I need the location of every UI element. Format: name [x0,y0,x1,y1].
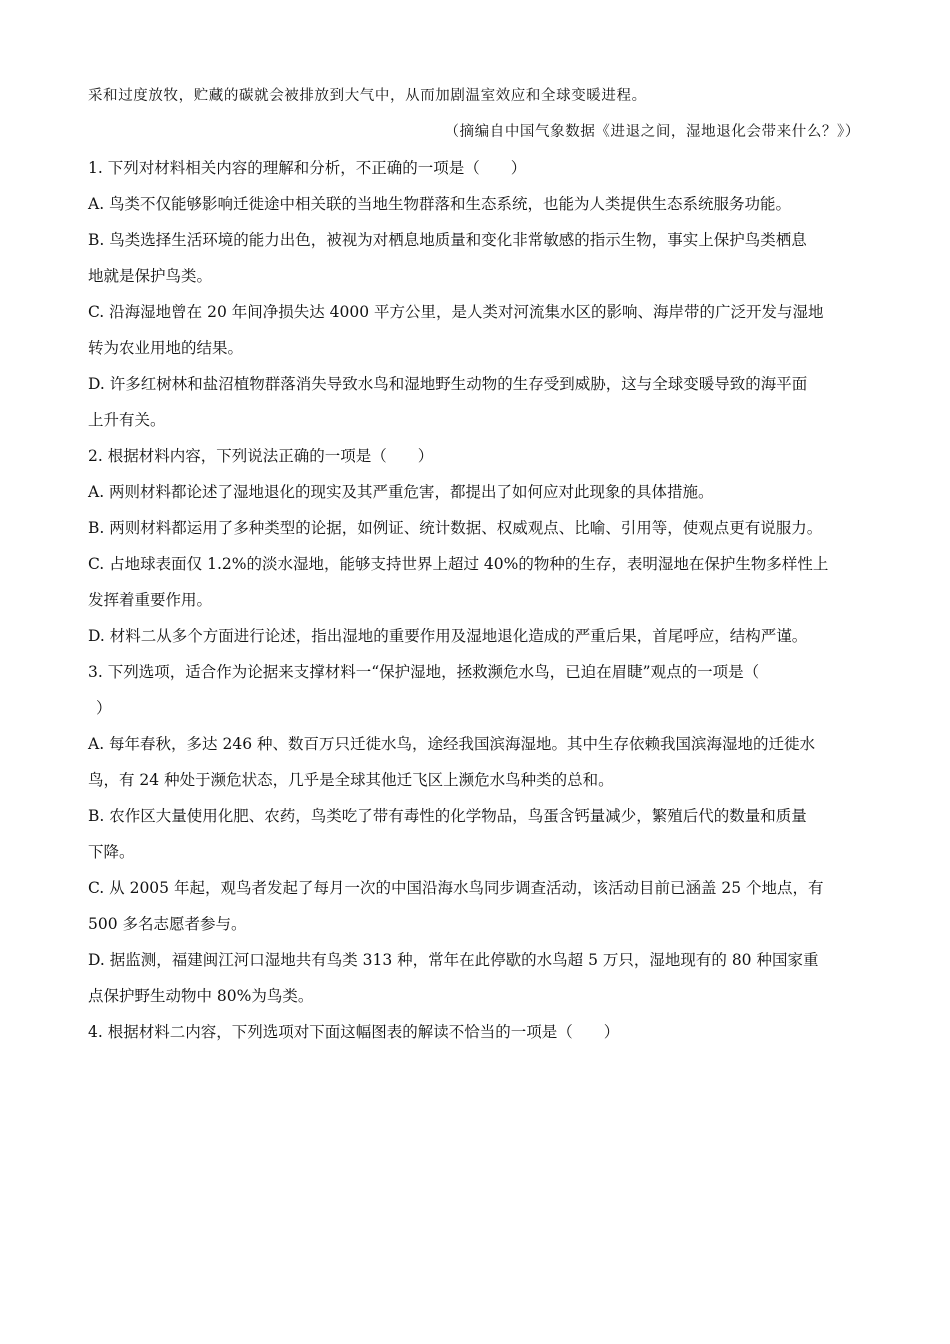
question-4 [88,1014,864,1050]
option-line: D. 材料二从多个方面进行论述，指出湿地的重要作用及湿地退化造成的严重后果，首尾呼应，结构严谨。 [88,627,808,645]
question-1-option-c [88,294,864,366]
question-1 [88,150,864,438]
option-line: 上升有关。 [88,411,166,429]
option-line: D. 许多红树林和盐沼植物群落消失导致水鸟和湿地野生动物的生存受到威胁，这与全球变暖导致的海平面 [88,375,808,393]
question-3-option-b [88,798,864,870]
option-line: C. 沿海湿地曾在 20 年间净损失达 4000 平方公里，是人类对河流集水区的影响、海岸带的广泛开发与湿地 [88,303,824,321]
question-1-option-b [88,222,864,294]
option-line: 点保护野生动物中 80%为鸟类。 [88,987,314,1005]
option-line: 鸟，有 24 种处于濒危状态，几乎是全球其他迁飞区上濒危水鸟种类的总和。 [88,771,614,789]
question-1-option-a [88,186,864,222]
option-line: D. 据监测，福建闽江河口湿地共有鸟类 313 种，常年在此停歇的水鸟超 5 万只，湿地现有的 80 种国家重 [88,951,819,969]
option-line: A. 鸟类不仅能够影响迁徙途中相关联的当地生物群落和生态系统，也能为人类提供生态系统服务功能。 [88,195,792,213]
question-3-option-d [88,942,864,1014]
question-3-stem: 3. 下列选项，适合作为论据来支撑材料一“保护湿地，拯救濒危水鸟，已迫在眉睫”观点的一项是（ [88,663,760,681]
option-line: B. 鸟类选择生活环境的能力出色，被视为对栖息地质量和变化非常敏感的指示生物，事实上保护鸟类栖息 [88,231,807,249]
option-line: 转为农业用地的结果。 [88,339,244,357]
question-2-stem: 2. 根据材料内容，下列说法正确的一项是（ ） [88,447,434,465]
question-1-stem: 1. 下列对材料相关内容的理解和分析，不正确的一项是（ ） [88,159,527,177]
option-line: C. 从 2005 年起，观鸟者发起了每月一次的中国沿海水鸟同步调查活动，该活动目前已涵盖 25 个地点，有 [88,879,824,897]
option-line: A. 每年春秋，多达 246 种、数百万只迁徙水鸟，途经我国滨海湿地。其中生存依赖我国滨海湿地的迁徙水 [88,735,815,753]
document-content [88,78,864,1050]
option-line: 发挥着重要作用。 [88,591,213,609]
question-3-stem-continued: ） [96,699,112,717]
option-line: A. 两则材料都论述了湿地退化的现实及其严重危害，都提出了如何应对此现象的具体措施。 [88,483,714,501]
question-3 [88,654,864,1014]
option-line: C. 占地球表面仅 1.2%的淡水湿地，能够支持世界上超过 40%的物种的生存，表明湿地在保护生物多样性上 [88,555,829,573]
option-line: 500 多名志愿者参与。 [88,915,247,933]
question-3-option-c [88,870,864,942]
option-line: 地就是保护鸟类。 [88,267,213,285]
question-2-option-b [88,510,864,546]
passage-tail: 采和过度放牧，贮藏的碳就会被排放到大气中，从而加剧温室效应和全球变暖进程。 [88,88,647,104]
question-2-option-d [88,618,864,654]
question-2 [88,438,864,654]
question-3-option-a [88,726,864,798]
option-line: 下降。 [88,843,135,861]
option-line: B. 农作区大量使用化肥、农药，鸟类吃了带有毒性的化学物品，鸟蛋含钙量减少，繁殖后代的数量和质量 [88,807,807,825]
question-4-stem: 4. 根据材料二内容，下列选项对下面这幅图表的解读不恰当的一项是（ ） [88,1023,620,1041]
question-1-option-d [88,366,864,438]
option-line: B. 两则材料都运用了多种类型的论据，如例证、统计数据、权威观点、比喻、引用等，使观点更有说服力。 [88,519,823,537]
source-citation: （摘编自中国气象数据《进退之间，湿地退化会带来什么？》） [444,124,860,140]
question-2-option-a [88,474,864,510]
question-2-option-c [88,546,864,618]
